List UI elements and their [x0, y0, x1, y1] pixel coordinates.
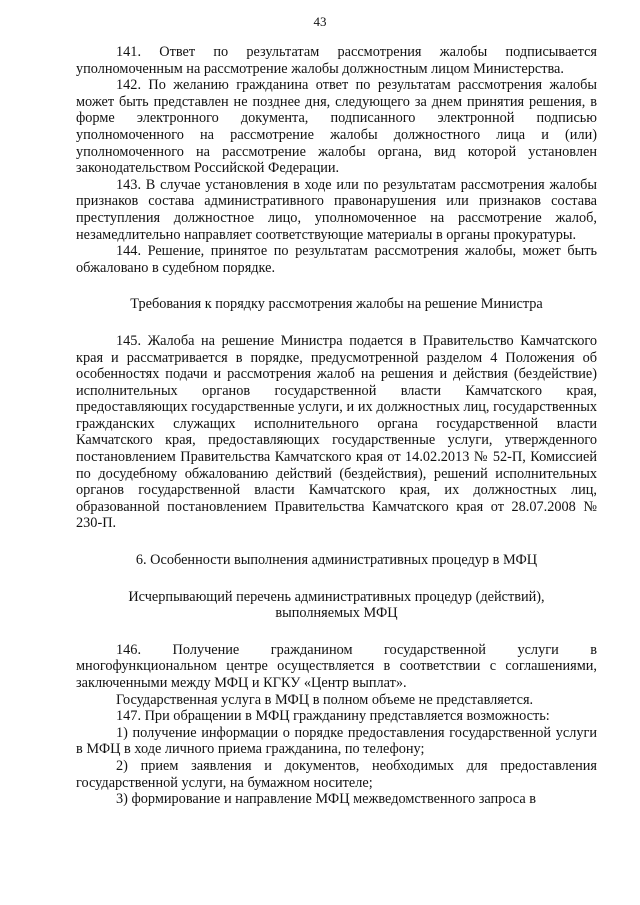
paragraph-143: 143. В случае установления в ходе или по результатам рассмотрения жалобы признаков состава административного правонарушения или признаков состава преступления должностное лицо, уполномоченное на рассмотрение жалоб, незамедлительно направляет соответствующие материалы в органы прокуратуры.	[76, 176, 597, 243]
subsection-heading-line1: Исчерпывающий перечень административных процедур (действий),	[128, 588, 545, 605]
paragraph-147-item-1: 1) получение информации о порядке предоставления государственной услуги в МФЦ в ходе личного приема гражданина, по телефону;	[76, 724, 597, 758]
paragraph-147: 147. При обращении в МФЦ гражданину представляется возможность:	[116, 708, 550, 725]
paragraph-147-item-2: 2) прием заявления и документов, необходимых для предоставления государственной услуги, на бумажном носителе;	[76, 757, 597, 791]
paragraph-145: 145. Жалоба на решение Министра подается в Правительство Камчатского края и рассматривается в порядке, предусмотренной разделом 4 Положения об особенностях подачи и рассмотрения жалоб на решения и действия (бездействие) исполнительных органов государственной власти Камчатского края, предоставляющих государственные услуги, и их должностных лиц, государственных гражданских служащих исполнительного органа государственной власти Камчатского края, предоставляющих государственные услуги, утвержденного постановлением Правительства Камчатского края от 14.02.2013 № 52-П, Комиссией по досудебному обжалованию действий (бездействия), решений исполнительных органов государственной власти Камчатского края, их должностных лиц, образованной постановлением Правительства Камчатского края от 28.07.2008 № 230-П.	[76, 332, 597, 532]
paragraph-142: 142. По желанию гражданина ответ по результатам рассмотрения жалобы может быть представлен не позднее дня, следующего за днем принятия решения, в форме электронного документа, подписанного электронной подписью уполномоченного на рассмотрение жалобы должностного лица и (или) уполномоченного на рассмотрение жалобы органа, вид которой установлен законодательством Российской Федерации.	[76, 77, 597, 177]
page-number: 43	[313, 14, 327, 29]
paragraph-146-note: Государственная услуга в МФЦ в полном объеме не представляется.	[116, 691, 534, 708]
paragraph-147-item-3: 3) формирование и направление МФЦ межведомственного запроса в	[116, 791, 536, 808]
section-heading-6: 6. Особенности выполнения административных процедур в МФЦ	[135, 552, 538, 569]
section-heading-requirements: Требования к порядку рассмотрения жалобы на решение Министра	[130, 296, 543, 313]
subsection-heading-line2: выполняемых МФЦ	[275, 605, 398, 622]
paragraph-141: 141. Ответ по результатам рассмотрения жалобы подписывается уполномоченным на рассмотрение жалобы должностным лицом Министерства.	[76, 44, 597, 77]
paragraph-144: 144. Решение, принятое по результатам рассмотрения жалобы, может быть обжаловано в судебном порядке.	[76, 243, 597, 276]
document-body	[76, 44, 597, 808]
paragraph-146: 146. Получение гражданином государственной услуги в многофункциональном центре осуществляется в соответствии с соглашениями, заключенными между МФЦ и КГКУ «Центр выплат».	[76, 641, 597, 691]
